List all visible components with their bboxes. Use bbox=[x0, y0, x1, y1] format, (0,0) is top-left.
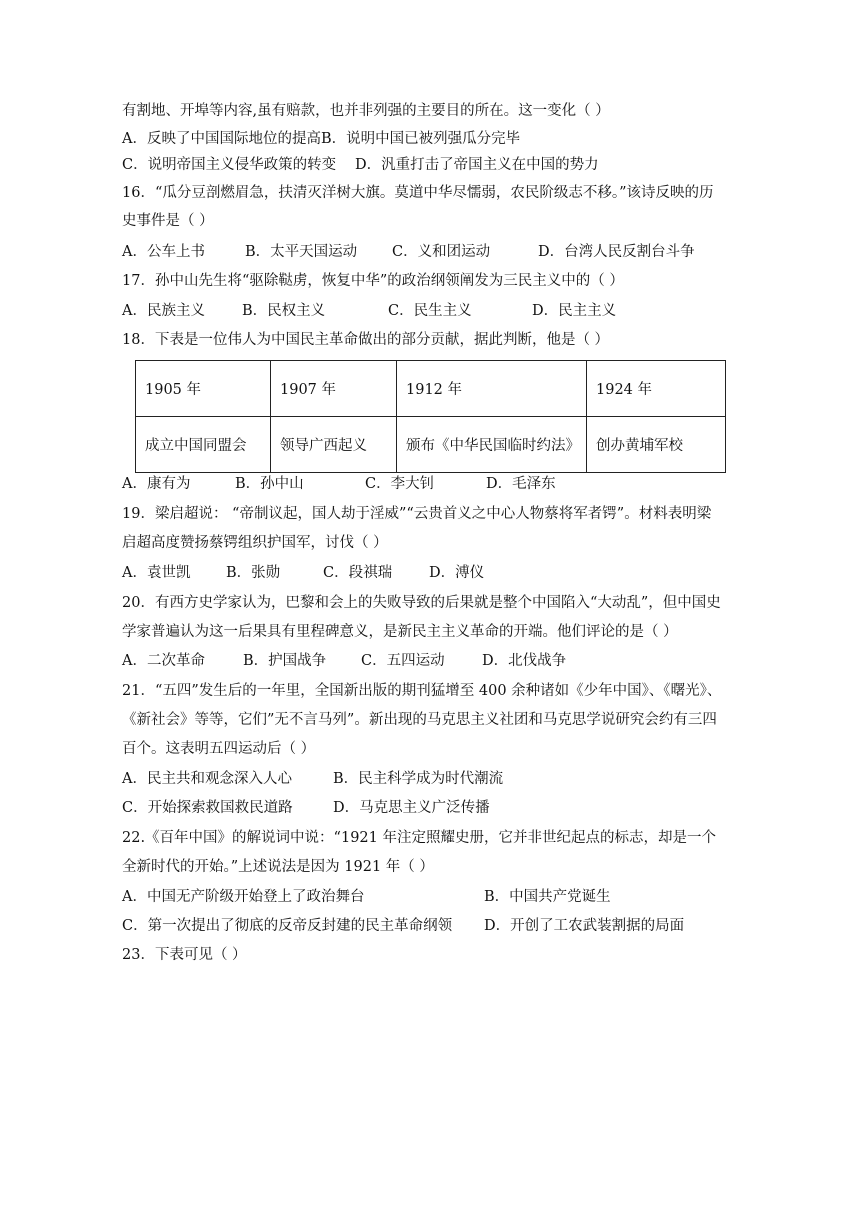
q21-options-row2 bbox=[122, 798, 490, 818]
q21-stem-line3: 百个。这表明五四运动后（ ） bbox=[122, 741, 316, 757]
q19-option-d: D．溥仪 bbox=[429, 565, 485, 581]
q16-option-a: A．公车上书 bbox=[122, 244, 205, 260]
q18-option-c: C．李大钊 bbox=[365, 476, 435, 492]
q17-option-c: C．民生主义 bbox=[388, 303, 472, 319]
q16-option-c: C．义和团运动 bbox=[392, 244, 491, 260]
q21-option-c: C．开始探索救国救民道路 bbox=[122, 800, 293, 816]
q18-option-b: B．孙中山 bbox=[235, 476, 304, 492]
table-cell-year: 1912 年 bbox=[397, 361, 587, 417]
q18-stem: 18．下表是一位伟人为中国民主革命做出的部分贡献，据此判断，他是（ ） bbox=[122, 332, 610, 348]
q17-option-b: B．民权主义 bbox=[242, 303, 326, 319]
q15-options-row2 bbox=[122, 155, 599, 175]
q20-option-c: C．五四运动 bbox=[361, 653, 445, 669]
q15-tail-line: 有割地、开埠等内容,虽有赔款，也并非列强的主要目的所在。这一变化（ ） bbox=[122, 103, 610, 119]
q19-stem-line2: 启超高度赞扬蔡锷组织护国军，讨伐（ ） bbox=[122, 535, 388, 551]
q15-option-a: A．反映了中国国际地位的提高 bbox=[122, 131, 321, 147]
q19-stem-line1: 19．梁启超说： “帝制议起，国人劫于淫威”“云贵首义之中心人物蔡将军者锷”。材料表明梁 bbox=[122, 506, 712, 522]
table-cell-year: 1924 年 bbox=[587, 361, 726, 417]
table-cell-year: 1907 年 bbox=[271, 361, 397, 417]
table-row-events bbox=[136, 417, 726, 473]
q18-option-a: A．康有为 bbox=[122, 476, 191, 492]
q15-options-row1 bbox=[122, 129, 520, 149]
q20-options bbox=[122, 651, 566, 671]
q17-option-d: D．民主主义 bbox=[532, 303, 617, 319]
q20-option-a: A．二次革命 bbox=[122, 653, 205, 669]
q21-option-b: B．民主科学成为时代潮流 bbox=[333, 771, 504, 787]
q21-stem-line1: 21．“五四”发生后的一年里，全国新出版的期刊猛增至 400 余种诸如《少年中国》、《曙光》、 bbox=[122, 683, 722, 699]
q18-option-d: D．毛泽东 bbox=[486, 476, 556, 492]
q22-option-a: A．中国无产阶级开始登上了政治舞台 bbox=[122, 889, 365, 905]
q20-option-d: D．北伐战争 bbox=[482, 653, 567, 669]
q22-stem-line1: 22.《百年中国》的解说词中说：“1921 年注定照耀史册，它并非世纪起点的标志，却是一个 bbox=[122, 830, 716, 846]
q22-option-c: C．第一次提出了彻底的反帝反封建的民主革命纲领 bbox=[122, 918, 453, 934]
q17-options bbox=[122, 301, 616, 321]
q20-stem-line1: 20．有西方史学家认为，巴黎和会上的失败导致的后果就是整个中国陷入“大动乱”，但中国史 bbox=[122, 595, 721, 611]
q17-stem: 17．孙中山先生将“驱除鞑虏，恢复中华”的政治纲领阐发为三民主义中的（ ） bbox=[122, 273, 624, 289]
q21-stem-line2: 《新社会》等等，它们”无不言马列”。新出现的马克思主义社团和马克思学说研究会约有三四 bbox=[122, 712, 717, 728]
q19-option-a: A．袁世凯 bbox=[122, 565, 191, 581]
q15-option-c: C．说明帝国主义侵华政策的转变 bbox=[122, 157, 337, 173]
table-row-years bbox=[136, 361, 726, 417]
q16-stem-line1: 16．“瓜分豆剖燃眉急，扶清灭洋树大旗。莫道中华尽懦弱，农民阶级志不移。”该诗反映的历 bbox=[122, 185, 714, 201]
q20-stem-line2: 学家普遍认为这一后果具有里程碑意义，是新民主主义革命的开端。他们评论的是（ ） bbox=[122, 624, 678, 640]
q22-options-row2 bbox=[122, 916, 684, 936]
q19-option-c: C．段祺瑞 bbox=[323, 565, 393, 581]
q20-option-b: B．护国战争 bbox=[243, 653, 327, 669]
table-cell-event: 颁布《中华民国临时约法》 bbox=[397, 417, 587, 473]
table-cell-event: 成立中国同盟会 bbox=[136, 417, 271, 473]
q16-option-b: B．太平天国运动 bbox=[245, 244, 358, 260]
table-cell-year: 1905 年 bbox=[136, 361, 271, 417]
q19-options bbox=[122, 563, 484, 583]
q22-options-row1 bbox=[122, 887, 611, 907]
contribution-table bbox=[135, 360, 726, 473]
q22-option-d: D．开创了工农武装割据的局面 bbox=[484, 918, 685, 934]
q19-option-b: B．张勋 bbox=[226, 565, 281, 581]
table-cell-event: 创办黄埔军校 bbox=[587, 417, 726, 473]
q21-option-a: A．民主共和观念深入人心 bbox=[122, 771, 292, 787]
table-cell-event: 领导广西起义 bbox=[271, 417, 397, 473]
q16-options bbox=[122, 242, 695, 262]
q17-option-a: A．民族主义 bbox=[122, 303, 205, 319]
q15-option-d: D．汎重打击了帝国主义在中国的势力 bbox=[355, 157, 599, 173]
q23-stem: 23．下表可见（ ） bbox=[122, 947, 247, 963]
q15-option-b: B．说明中国已被列强瓜分完毕 bbox=[320, 131, 521, 147]
q22-stem-line2: 全新时代的开始。”上述说法是因为 1921 年（ ） bbox=[122, 859, 434, 875]
q18-options bbox=[122, 474, 556, 494]
q21-options-row1 bbox=[122, 769, 503, 789]
q16-option-d: D．台湾人民反割台斗争 bbox=[538, 244, 695, 260]
q16-stem-line2: 史事件是（ ） bbox=[122, 213, 214, 229]
q22-option-b: B．中国共产党诞生 bbox=[484, 889, 611, 905]
q21-option-d: D．马克思主义广泛传播 bbox=[333, 800, 490, 816]
